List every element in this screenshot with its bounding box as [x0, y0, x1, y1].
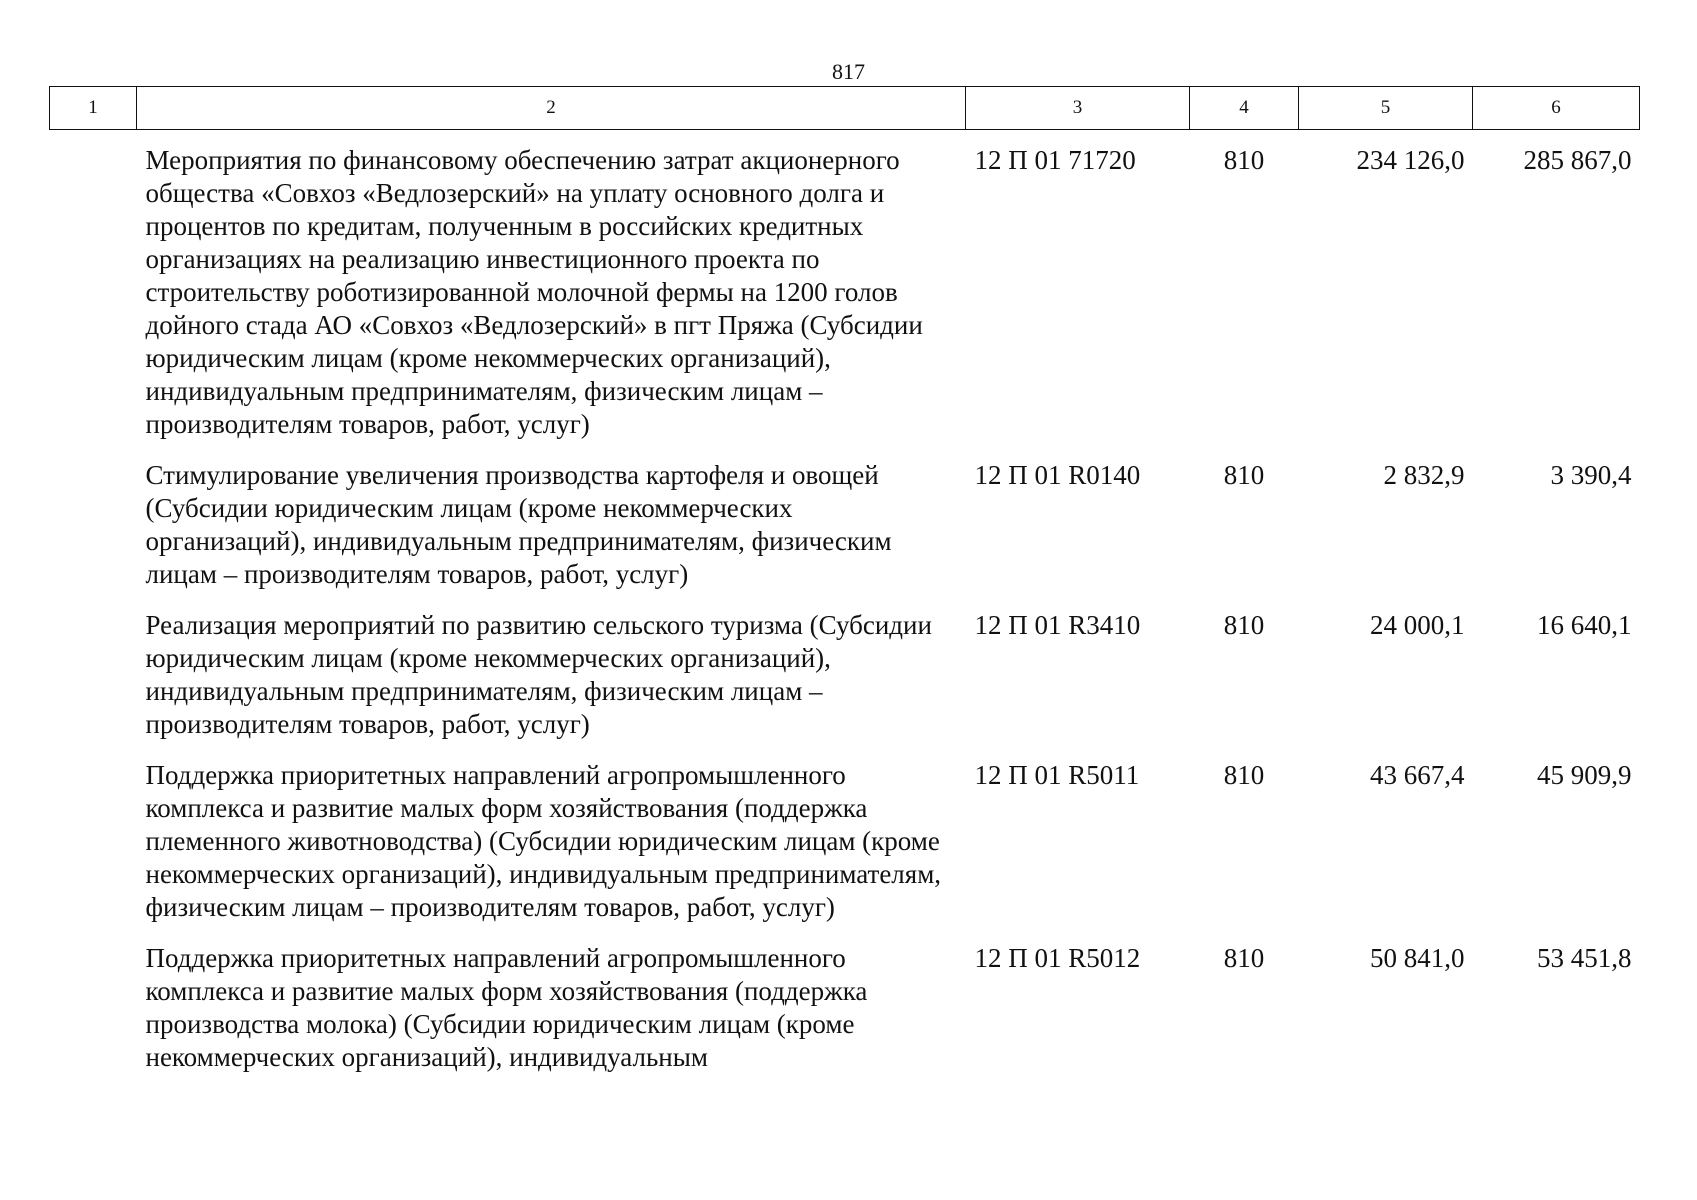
- row-number-cell: [50, 130, 137, 448]
- header-col-6: 6: [1473, 87, 1640, 130]
- table-body: [50, 130, 1640, 1081]
- target-code-cell: 12 П 01 R3410: [974, 610, 1141, 640]
- expense-type-cell: 810: [1223, 460, 1265, 490]
- description-cell: Мероприятия по финансовому обеспечению затрат акционерного общества «Совхоз «Ведлозерский» на уплату основного долга и процентов по кредитам, полученным в российских кредитных организациях на реализацию инвестиционного проекта по строительству роботизированной молочной фермы на 1200 голов дойного стада АО «Совхоз «Ведлозерский» в пгт Пряжа (Субсидии юридическим лицам (кроме некоммерческих организаций), индивидуальным предпринимателям, физическим лицам – производителям товаров, работ, услуг): [145, 145, 923, 439]
- table-row: [50, 447, 1640, 597]
- row-number-cell: [50, 447, 137, 597]
- amount-year1-cell: 234 126,0: [1356, 145, 1465, 175]
- amount-year1-cell: 24 000,1: [1370, 610, 1465, 640]
- amount-year2-cell: 285 867,0: [1523, 145, 1632, 175]
- target-code-cell: 12 П 01 R0140: [974, 460, 1141, 490]
- amount-year2-cell: 3 390,4: [1550, 460, 1632, 490]
- amount-year2-cell: 45 909,9: [1537, 760, 1632, 790]
- row-number-cell: [50, 597, 137, 747]
- table-row: [50, 930, 1640, 1080]
- description-cell: Поддержка приоритетных направлений агропромышленного комплекса и развитие малых форм хозяйствования (поддержка производства молока) (Субсидии юридическим лицам (кроме некоммерческих организаций), индивидуальным: [145, 943, 868, 1072]
- table-row: [50, 130, 1640, 448]
- budget-table: [49, 86, 1640, 1080]
- description-cell: Реализация мероприятий по развитию сельского туризма (Субсидии юридическим лицам (кроме некоммерческих организаций), индивидуальным предпринимателям, физическим лицам – производителям товаров, работ, услуг): [145, 610, 932, 739]
- amount-year2-cell: 53 451,8: [1537, 943, 1632, 973]
- expense-type-cell: 810: [1223, 943, 1265, 973]
- row-number-cell: [50, 747, 137, 930]
- amount-year1-cell: 50 841,0: [1370, 943, 1465, 973]
- header-col-4: 4: [1190, 87, 1299, 130]
- table-header: [50, 87, 1640, 130]
- header-col-2: 2: [137, 87, 966, 130]
- amount-year1-cell: 43 667,4: [1370, 760, 1465, 790]
- expense-type-cell: 810: [1223, 610, 1265, 640]
- table-row: [50, 597, 1640, 747]
- amount-year2-cell: 16 640,1: [1537, 610, 1632, 640]
- target-code-cell: 12 П 01 71720: [974, 145, 1136, 175]
- header-col-1: 1: [50, 87, 137, 130]
- row-number-cell: [50, 930, 137, 1080]
- amount-year1-cell: 2 832,9: [1383, 460, 1465, 490]
- header-row: [50, 87, 1640, 130]
- target-code-cell: 12 П 01 R5012: [974, 943, 1141, 973]
- description-cell: Поддержка приоритетных направлений агропромышленного комплекса и развитие малых форм хозяйствования (поддержка племенного животноводства) (Субсидии юридическим лицам (кроме некоммерческих организаций), индивидуальным предпринимателям, физическим лицам – производителям товаров, работ, услуг): [145, 760, 942, 922]
- expense-type-cell: 810: [1223, 145, 1265, 175]
- description-cell: Стимулирование увеличения производства картофеля и овощей (Субсидии юридическим лицам (кроме некоммерческих организаций), индивидуальным предпринимателям, физическим лицам – производителям товаров, работ, услуг): [145, 460, 892, 589]
- header-col-3: 3: [966, 87, 1190, 130]
- table-row: [50, 747, 1640, 930]
- expense-type-cell: 810: [1223, 760, 1265, 790]
- header-col-5: 5: [1299, 87, 1473, 130]
- target-code-cell: 12 П 01 R5011: [974, 760, 1140, 790]
- page-number: 817: [832, 59, 865, 84]
